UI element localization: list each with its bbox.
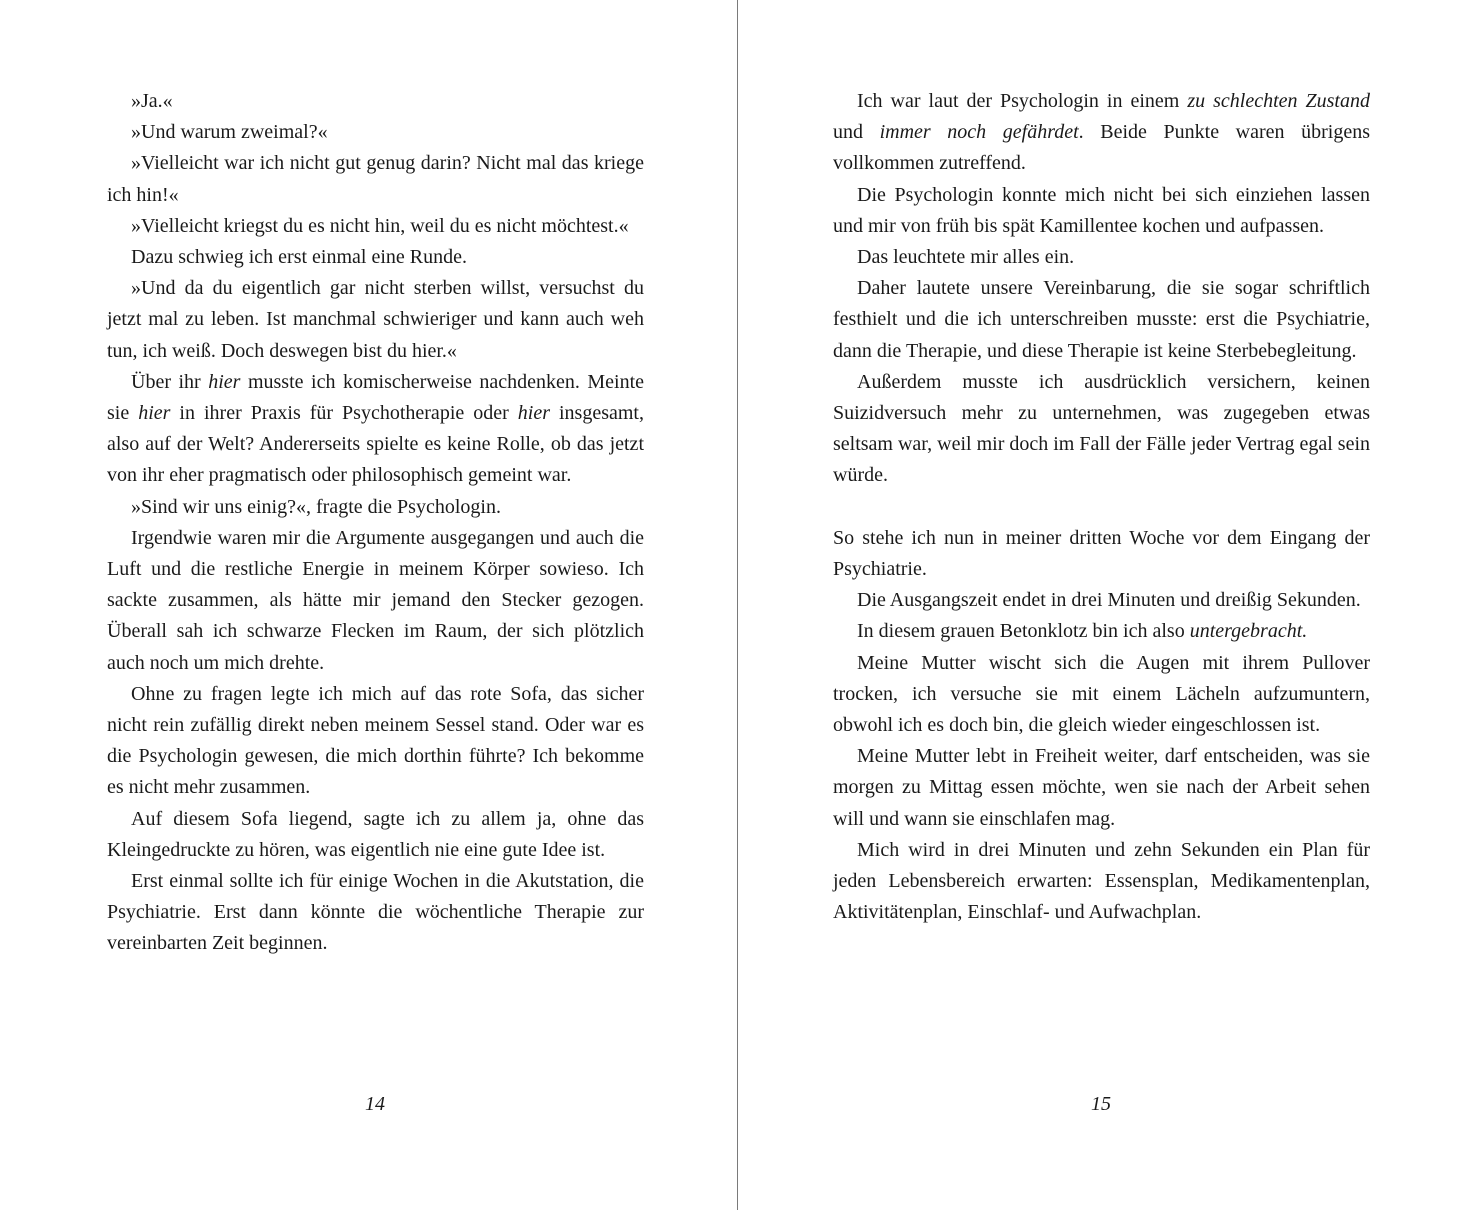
paragraph: [833, 242, 1370, 273]
page-number-right: 15: [1091, 1093, 1111, 1115]
page-gutter-line: [737, 0, 738, 1210]
text-run: Ich war laut der Psychologin in einem: [857, 90, 1188, 112]
text-run: »Vielleicht war ich nicht gut genug darin? Nicht mal das kriege ich hin!«: [107, 152, 644, 206]
paragraph: [107, 523, 644, 679]
paragraph: [107, 804, 644, 866]
text-run: Die Psychologin konnte mich nicht bei sich einziehen lassen und mir von früh bis spät Kamillentee kochen und aufpassen.: [833, 183, 1370, 237]
text-run: So stehe ich nun in meiner dritten Woche vor dem Eingang der Psychiatrie.: [833, 526, 1370, 581]
paragraph: [107, 242, 644, 273]
paragraph: [107, 679, 644, 804]
italic-text: hier: [517, 402, 550, 425]
text-run: Daher lautete unsere Vereinbarung, die sie sogar schriftlich festhielt und die ich unterschreiben musste: erst die Psychiatrie, dann die Therapie, und diese Therapie ist keine Sterbebegleitung.: [833, 277, 1370, 362]
italic-text: immer noch gefährdet: [879, 121, 1079, 144]
italic-text: hier: [138, 402, 171, 425]
text-run: in ihrer Praxis für Psychotherapie oder: [170, 402, 518, 425]
paragraph: [833, 367, 1370, 492]
section-break: [833, 492, 1370, 523]
text-run: Außerdem musste ich ausdrücklich versichern, keinen Suizidversuch mehr zu unternehmen, was zugegeben etwas seltsam war, weil mir doch im Fall der Fälle jeder Vertrag egal sein würde.: [833, 370, 1371, 487]
text-run: »Und warum zweimal?«: [131, 121, 328, 144]
italic-text: hier: [208, 370, 241, 393]
text-run: Meine Mutter wischt sich die Augen mit ihrem Pullover trocken, ich versuche sie mit einem Lächeln aufzumuntern, obwohl ich es doch bin, die gleich wieder eingeschlossen ist.: [833, 651, 1370, 737]
text-run: Irgendwie waren mir die Argumente ausgegangen und auch die Luft und die restliche Energie in meinem Körper sowieso. Ich sackte zusammen, als hätte mir jemand den Stecker gezogen. Überall sah ich schwarze Flecken im Raum, der sich plötzlich auch noch um mich drehte.: [107, 526, 644, 674]
italic-text: zu schlechten Zustand: [1187, 90, 1370, 112]
right-page-text: [833, 86, 1370, 928]
paragraph: [833, 180, 1370, 242]
paragraph: [833, 523, 1370, 585]
text-run: musste ich komischerweise nachdenken. Meinte sie: [107, 370, 645, 425]
text-run: . Beide Punkte waren übrigens vollkommen zutreffend.: [833, 121, 1370, 175]
paragraph: [107, 117, 644, 148]
paragraph: [833, 835, 1370, 929]
text-run: Die Ausgangszeit endet in drei Minuten und dreißig Sekunden.: [857, 589, 1361, 612]
paragraph: [107, 273, 644, 367]
page-number-left: 14: [365, 1093, 385, 1115]
paragraph: [107, 866, 644, 960]
text-run: Mich wird in drei Minuten und zehn Sekunden ein Plan für jeden Lebensbereich erwarten: Essensplan, Medikamentenplan, Aktivitätenplan, Einschlaf- und Aufwachplan.: [833, 838, 1370, 924]
italic-text: untergebracht.: [1189, 620, 1308, 643]
paragraph: [833, 616, 1370, 647]
text-run: Über ihr: [131, 370, 209, 393]
paragraph: [833, 86, 1370, 180]
paragraph: [107, 492, 644, 523]
text-run: Das leuchtete mir alles ein.: [857, 246, 1075, 269]
text-run: Dazu schwieg ich erst einmal eine Runde.: [131, 246, 467, 269]
text-run: und: [833, 121, 880, 144]
text-run: In diesem grauen Betonklotz bin ich also: [857, 620, 1190, 643]
text-run: »Vielleicht kriegst du es nicht hin, weil du es nicht möchtest.«: [131, 214, 629, 237]
text-run: »Ja.«: [131, 90, 173, 112]
text-run: »Sind wir uns einig?«, fragte die Psychologin.: [131, 495, 501, 518]
text-run: »Und da du eigentlich gar nicht sterben willst, versuchst du jetzt mal zu leben. Ist manchmal schwieriger und kann auch weh tun, ich weiß. Doch deswegen bist du hier.«: [107, 277, 644, 362]
paragraph: [833, 648, 1370, 742]
text-run: Ohne zu fragen legte ich mich auf das rote Sofa, das sicher nicht rein zufällig direkt neben meinem Sessel stand. Oder war es die Psychologin gewesen, die mich dorthin führte? Ich bekomme es nicht mehr zusammen.: [107, 682, 644, 799]
left-page-text: [107, 86, 644, 960]
text-run: insgesamt, also auf der Welt? Andererseits spielte es keine Rolle, ob das jetzt von ihr eher pragmatisch oder philosophisch gemeint war.: [107, 402, 644, 487]
paragraph: [107, 148, 644, 210]
paragraph: [107, 211, 644, 242]
paragraph: [833, 585, 1370, 616]
text-run: Auf diesem Sofa liegend, sagte ich zu allem ja, ohne das Kleingedruckte zu hören, was eigentlich nie eine gute Idee ist.: [107, 807, 644, 861]
paragraph: [107, 86, 644, 117]
paragraph: [833, 273, 1370, 367]
text-run: Erst einmal sollte ich für einige Wochen in die Akutstation, die Psychiatrie. Erst dann könnte die wöchentliche Therapie zur vereinbarten Zeit beginnen.: [107, 870, 644, 955]
paragraph: [107, 367, 644, 492]
text-run: Meine Mutter lebt in Freiheit weiter, darf entscheiden, was sie morgen zu Mittag essen möchte, wen sie nach der Arbeit sehen will und wann sie einschlafen mag.: [833, 745, 1370, 830]
paragraph: [833, 741, 1370, 835]
